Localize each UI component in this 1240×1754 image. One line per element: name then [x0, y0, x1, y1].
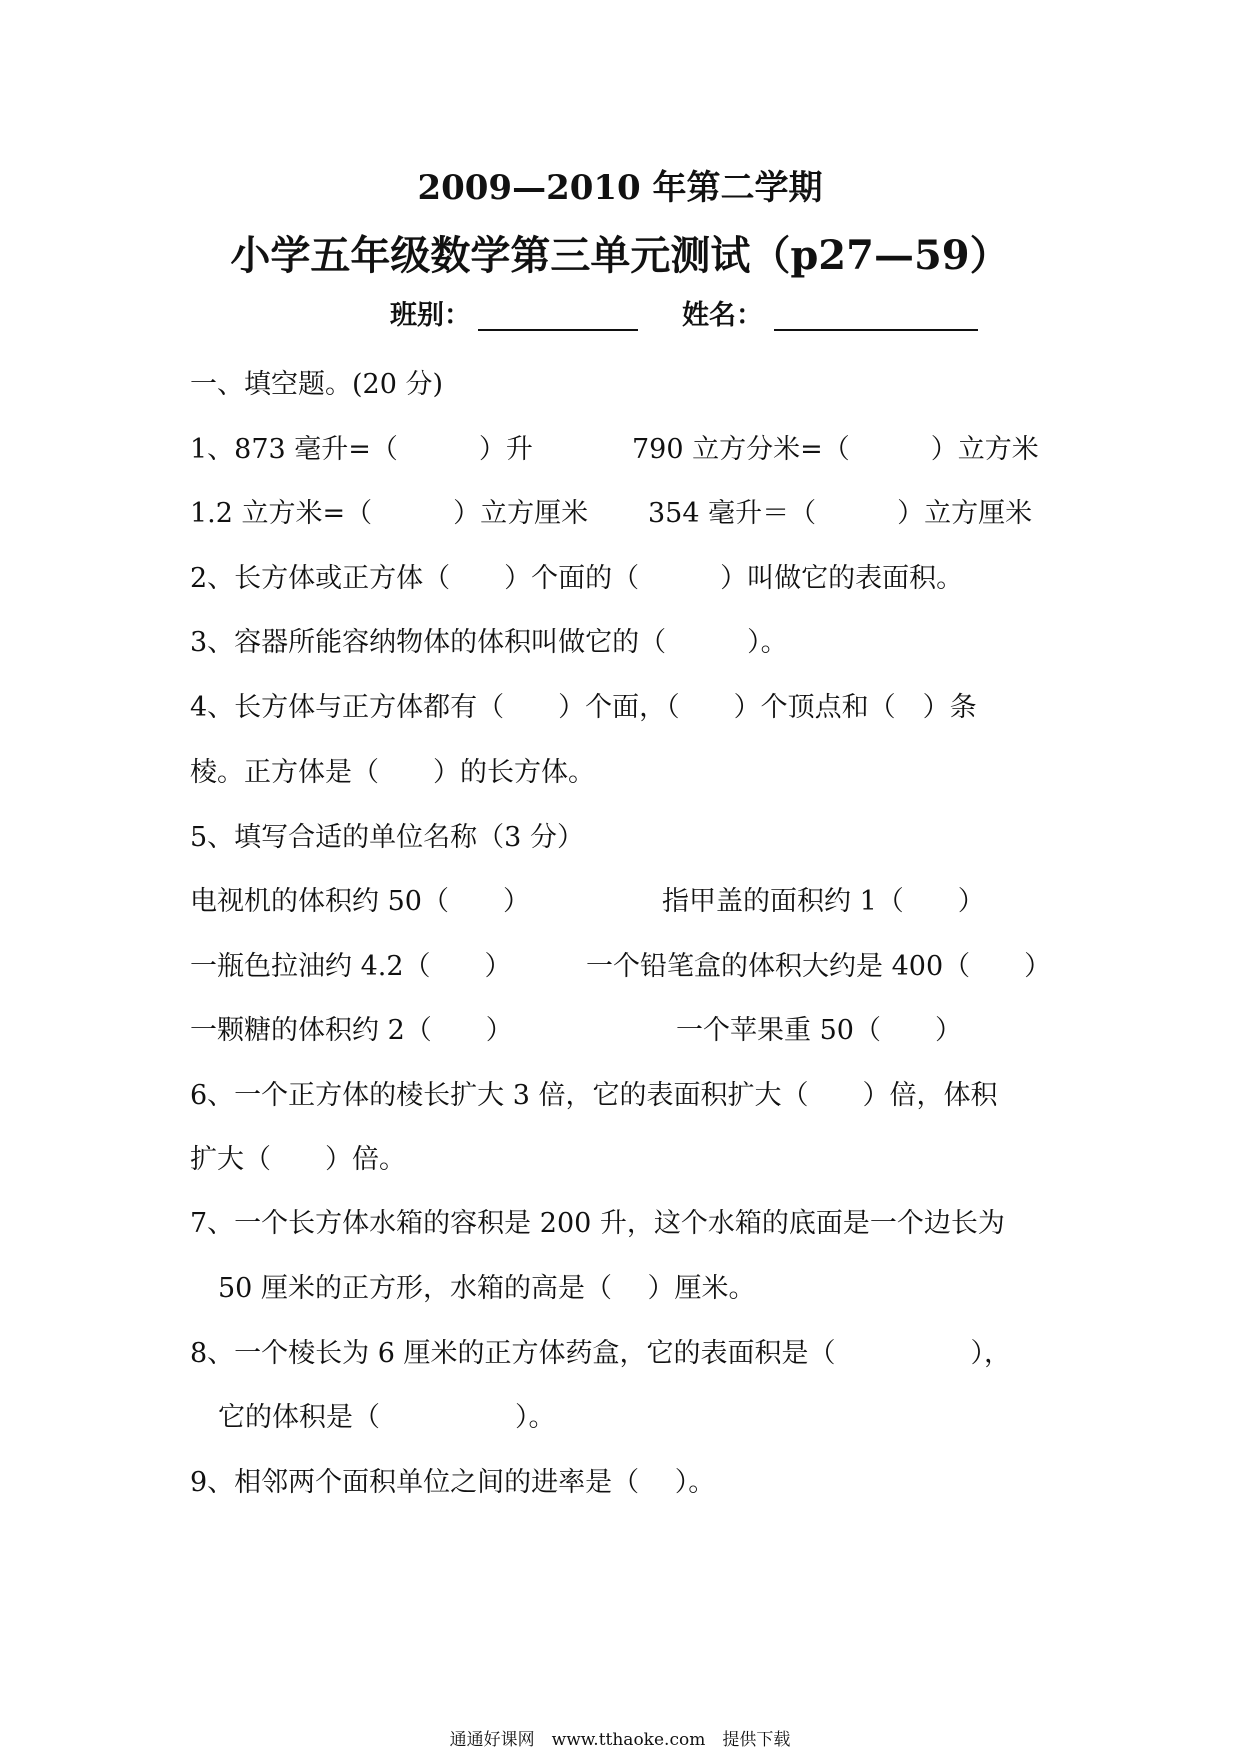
- question-9: 9、相邻两个面积单位之间的进率是（ ）。: [190, 1467, 716, 1498]
- term-title: 2009—2010 年第二学期: [417, 168, 823, 208]
- question-8-line-1: 8、一个棱长为 6 厘米的正方体药盒，它的表面积是（ ），: [190, 1338, 1012, 1369]
- class-blank[interactable]: [478, 329, 638, 331]
- q1-part-c: 1.2 立方米=（ ）立方厘米: [190, 498, 589, 529]
- question-2: 2、长方体或正方体（ ）个面的（ ）叫做它的表面积。: [190, 563, 964, 594]
- exam-title: 小学五年级数学第三单元测试（p27—59）: [230, 232, 1010, 279]
- footer-credit: 通通好课网 www.tthaoke.com 提供下载: [449, 1730, 791, 1750]
- question-4-line-1: 4、长方体与正方体都有（ ）个面，（ ）个顶点和（ ）条: [190, 692, 977, 723]
- q5-item-d: 一个铅笔盒的体积大约是 400（ ）: [586, 951, 1052, 982]
- q5-item-b: 指甲盖的面积约 1（ ）: [662, 886, 985, 917]
- q5-item-c: 一瓶色拉油约 4.2（ ）: [190, 951, 512, 982]
- q5-item-a: 电视机的体积约 50（ ）: [190, 886, 530, 917]
- section-heading: 一、填空题。(20 分): [190, 369, 444, 400]
- question-7-line-1: 7、一个长方体水箱的容积是 200 升，这个水箱的底面是一个边长为: [190, 1208, 1005, 1239]
- question-7-line-2: 50 厘米的正方形，水箱的高是（ ）厘米。: [218, 1273, 756, 1304]
- question-8-line-2: 它的体积是（ ）。: [218, 1402, 556, 1433]
- q1-part-a: 1、873 毫升=（ ）升: [190, 434, 533, 465]
- name-label: 姓名：: [682, 300, 763, 331]
- q5-item-f: 一个苹果重 50（ ）: [676, 1015, 962, 1046]
- name-blank[interactable]: [774, 329, 978, 331]
- q1-part-d: 354 毫升＝（ ）立方厘米: [648, 498, 1033, 529]
- question-3: 3、容器所能容纳物体的体积叫做它的（ ）。: [190, 627, 788, 658]
- question-6-line-2: 扩大（ ）倍。: [190, 1144, 406, 1175]
- q5-item-e: 一颗糖的体积约 2（ ）: [190, 1015, 513, 1046]
- question-4-line-2: 棱。正方体是（ ）的长方体。: [190, 757, 595, 788]
- question-6-line-1: 6、一个正方体的棱长扩大 3 倍，它的表面积扩大（ ）倍，体积: [190, 1080, 998, 1111]
- class-label: 班别：: [390, 300, 471, 331]
- q1-part-b: 790 立方分米=（ ）立方米: [632, 434, 1039, 465]
- question-5-heading: 5、填写合适的单位名称（3 分）: [190, 822, 584, 853]
